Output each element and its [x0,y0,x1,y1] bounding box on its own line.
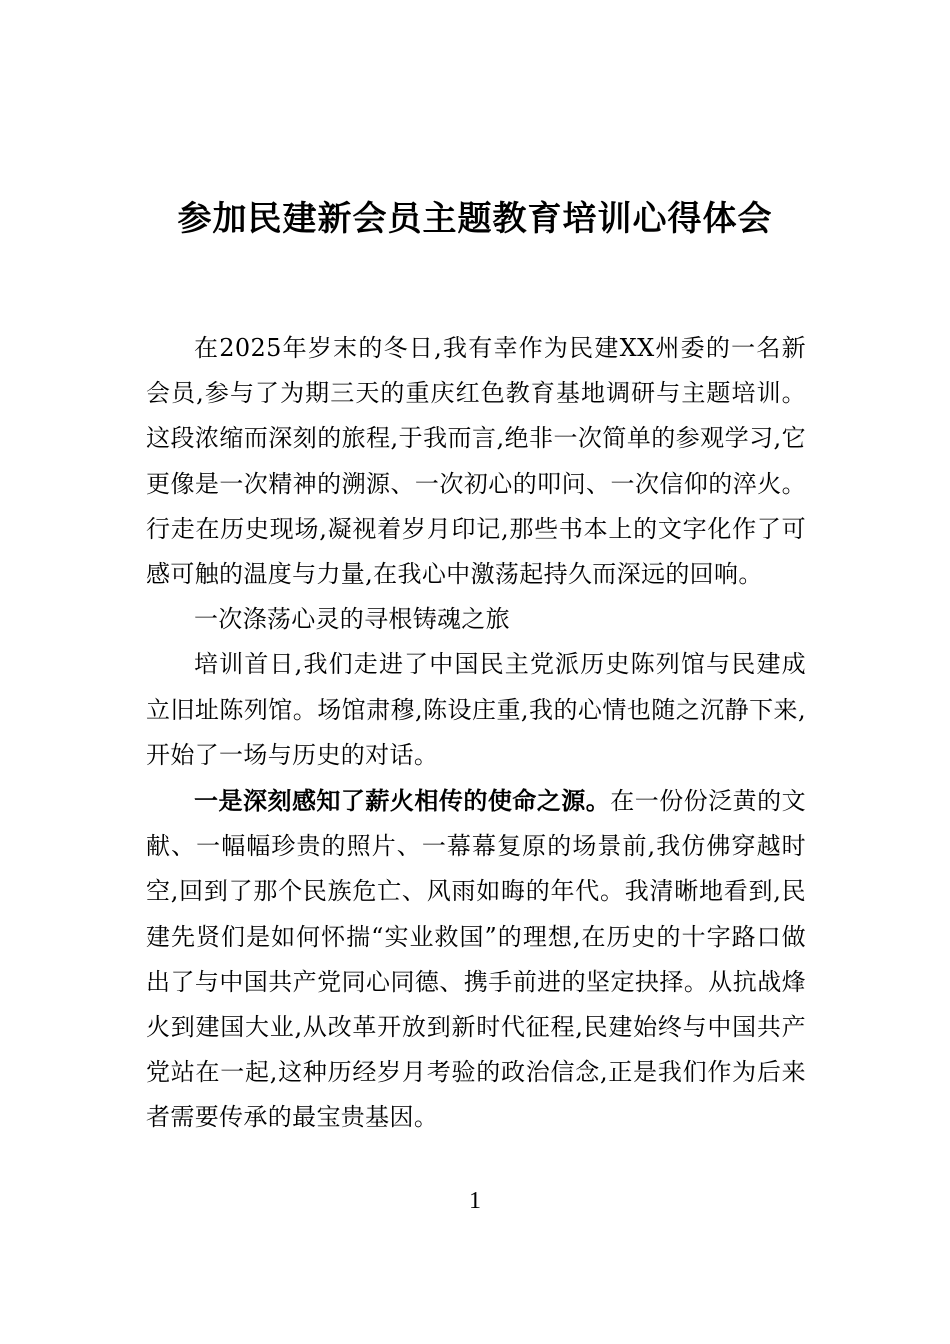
mission-paragraph-body: 在一份份泛黄的文献、一幅幅珍贵的照片、一幕幕复原的场景前,我仿佛穿越时空,回到了那个民族危亡、风雨如晦的年代。我清晰地看到,民建先贤们是如何怀揣“实业救国”的理想,在历史的十字路口做出了与中国共产党同心同德、携手前进的坚定抉择。从抗战烽火到建国大业,从改革开放到新时代征程,民建始终与中国共产党站在一起,这种历经岁月考验的政治信念,正是我们作为后来者需要传承的最宝贵基因。 [146,787,806,1132]
section-heading: 一次涤荡心灵的寻根铸魂之旅 [194,605,510,634]
page-number: 1 [469,1188,481,1214]
mission-paragraph [146,778,806,1141]
intro-paragraph: 在2025年岁末的冬日,我有幸作为民建XX州委的一名新会员,参与了为期三天的重庆红色教育基地调研与主题培训。这段浓缩而深刻的旅程,于我而言,绝非一次简单的参观学习,它更像是一次精神的溯源、一次初心的叩问、一次信仰的淬火。行走在历史现场,凝视着岁月印记,那些书本上的文字化作了可感可触的温度与力量,在我心中激荡起持久而深远的回响。 [146,334,806,589]
first-day-paragraph: 培训首日,我们走进了中国民主党派历史陈列馆与民建成立旧址陈列馆。场馆肃穆,陈设庄重,我的心情也随之沉静下来,开始了一场与历史的对话。 [146,650,806,769]
document-body [146,326,806,1141]
document-title: 参加民建新会员主题教育培训心得体会 [177,199,773,239]
mission-paragraph-lead: 一是深刻感知了薪火相传的使命之源。 [194,786,611,816]
